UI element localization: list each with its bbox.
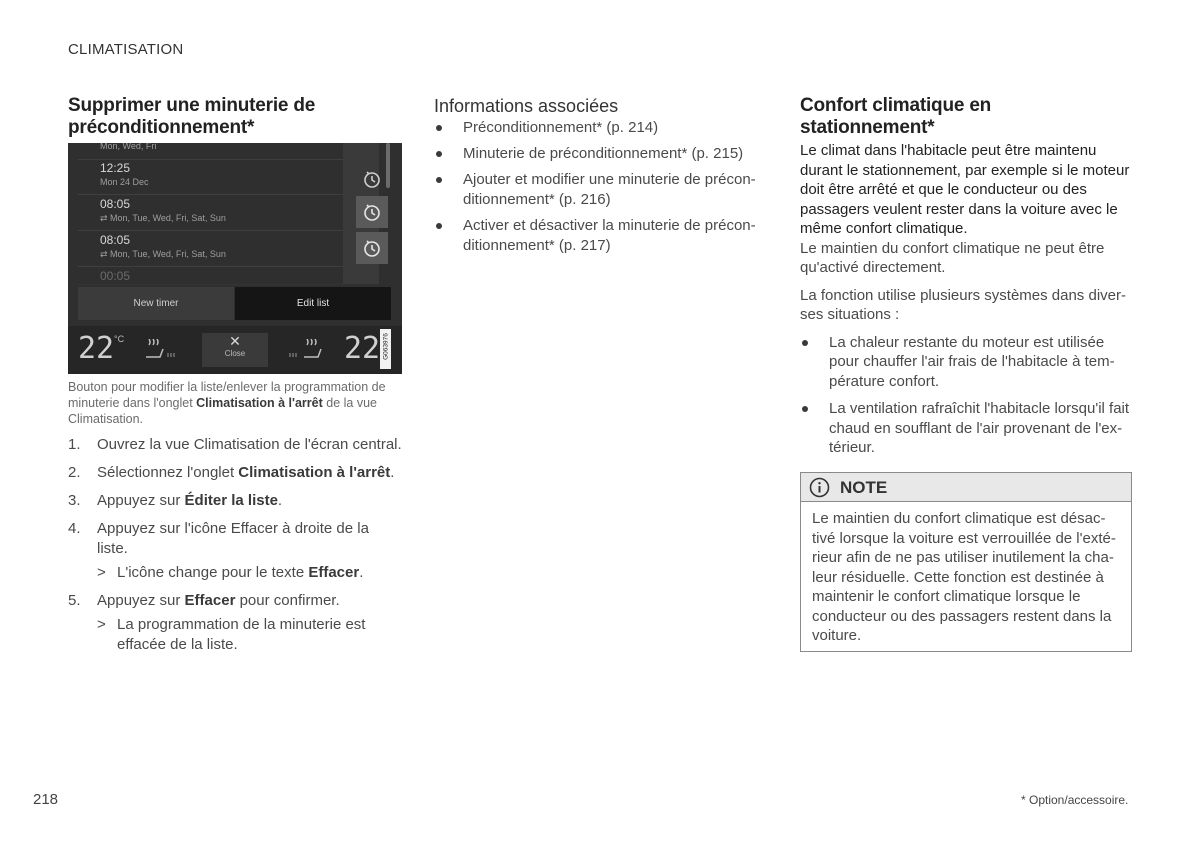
timer-days: Mon, Tue, Wed, Fri, Sat, Sun bbox=[110, 213, 226, 223]
result-text: La programmation de la minuterie est effacée de la liste. bbox=[117, 616, 366, 653]
caption-text: Bouton pour modifier la liste/enlever la programmation de minuterie dans l'onglet bbox=[68, 380, 386, 410]
step-text: . bbox=[390, 464, 395, 481]
bullet-dot bbox=[802, 406, 808, 412]
section-header: CLIMATISATION bbox=[68, 41, 184, 58]
step-number: 4. bbox=[68, 520, 81, 537]
step-item bbox=[68, 491, 403, 511]
step-text: . bbox=[277, 492, 283, 509]
climate-screen-image bbox=[68, 143, 402, 374]
timer-days: Mon, Wed, Fri bbox=[100, 143, 157, 151]
step-text: Sélectionnez l'onglet bbox=[97, 464, 239, 481]
step-number: 1. bbox=[68, 436, 81, 453]
page-number: 218 bbox=[33, 791, 59, 808]
step-text: Appuyez sur l'icône Effacer à droite de la liste. bbox=[97, 520, 369, 557]
caption-bold: Climatisation à l'arrêt bbox=[196, 396, 323, 410]
info-icon bbox=[809, 477, 830, 503]
timer-days: Mon 24 Dec bbox=[100, 177, 149, 187]
step-result bbox=[97, 615, 403, 655]
footnote: * Option/accessoire. bbox=[1021, 793, 1129, 807]
timer-time: 08:05 bbox=[100, 233, 131, 247]
list-item-text: La chaleur restante du moteur est utilisée pour chauffer l'air frais de l'habitacle à température confort. bbox=[829, 333, 1115, 390]
image-code: G063976 bbox=[382, 333, 390, 360]
list-item bbox=[800, 333, 1135, 392]
note-text: Le maintien du confort climatique est désactivé lorsque la voiture est verrouillée de l'extérieur afin de ne pas utiliser inutilement la chaleur résiduelle. Cette fonction est destinée à maintenir le confort climatique lorsque le conducteur ou des passagers restent dans la voiture. bbox=[812, 510, 1116, 644]
figure-caption bbox=[68, 379, 398, 427]
result-marker: > bbox=[97, 564, 106, 581]
right-title-line1: Confort climatique en bbox=[800, 95, 992, 116]
step-number: 3. bbox=[68, 492, 81, 509]
step-text: Ouvrez la vue Climatisation de l'écran central. bbox=[97, 436, 402, 453]
paragraph: La fonction utilise plusieurs systèmes dans diverses situations : bbox=[800, 286, 1126, 323]
related-link-text[interactable]: Préconditionnement* (p. 214) bbox=[463, 119, 659, 136]
step-number: 5. bbox=[68, 592, 81, 609]
bullet-dot bbox=[436, 125, 442, 131]
timer-row bbox=[78, 143, 343, 160]
timer-icon[interactable] bbox=[356, 163, 388, 195]
related-link-text[interactable]: Minuterie de préconditionnement* (p. 215) bbox=[463, 145, 744, 162]
close-label: Close bbox=[224, 349, 246, 358]
seat-heat-right-icon[interactable] bbox=[288, 339, 328, 366]
timer-row bbox=[78, 232, 343, 267]
timer-row bbox=[78, 160, 343, 195]
left-section-title bbox=[68, 95, 388, 139]
result-text: L'icône change pour le texte bbox=[117, 564, 309, 581]
temp-right[interactable]: 22 bbox=[344, 331, 381, 366]
timer-row bbox=[78, 268, 343, 285]
step-text: Appuyez sur bbox=[97, 492, 185, 509]
step-item bbox=[68, 435, 403, 455]
list-item-text: La ventilation rafraîchit l'habitacle lorsqu'il fait chaud en soufflant de l'air provenant de l'extérieur. bbox=[829, 400, 1130, 456]
timer-days: Mon, Tue, Wed, Fri, Sat, Sun bbox=[110, 249, 226, 259]
step-result bbox=[97, 563, 403, 583]
repeat-icon: ⇄ bbox=[100, 213, 111, 223]
repeat-icon: ⇄ bbox=[100, 249, 111, 259]
timer-time: 00:05 bbox=[100, 269, 131, 283]
related-link[interactable] bbox=[434, 118, 769, 138]
related-info-list bbox=[434, 118, 769, 262]
timer-icon[interactable] bbox=[356, 232, 388, 264]
related-link-text[interactable]: Ajouter et modifier une minuterie de préconditionnement* (p. 216) bbox=[463, 171, 756, 208]
step-bold: Éditer la liste bbox=[184, 492, 278, 509]
right-section-title bbox=[800, 95, 1130, 139]
step-item bbox=[68, 591, 403, 655]
list-item bbox=[800, 399, 1135, 458]
seat-heat-left-icon[interactable] bbox=[144, 339, 182, 366]
tab-new-timer[interactable]: New timer bbox=[78, 287, 234, 320]
related-info-title: Informations associées bbox=[434, 96, 619, 116]
right-title-line2: stationnement* bbox=[800, 117, 935, 138]
screen-tabs bbox=[78, 287, 391, 320]
bullet-dot bbox=[436, 151, 442, 157]
step-text: Appuyez sur bbox=[97, 592, 185, 609]
step-bold: Climatisation à l'arrêt bbox=[238, 464, 391, 481]
note-label: NOTE bbox=[840, 478, 888, 497]
step-number: 2. bbox=[68, 464, 81, 481]
related-link[interactable] bbox=[434, 170, 769, 210]
related-link[interactable] bbox=[434, 144, 769, 164]
note-header bbox=[801, 473, 1131, 502]
note-box bbox=[800, 472, 1132, 652]
related-link[interactable] bbox=[434, 216, 769, 256]
systems-list bbox=[800, 333, 1135, 458]
climate-bottom-bar bbox=[68, 326, 402, 374]
bullet-dot bbox=[436, 177, 442, 183]
step-item bbox=[68, 519, 403, 583]
result-bold: Effacer bbox=[308, 564, 360, 581]
left-title-line1: Supprimer une minuterie de bbox=[68, 95, 316, 116]
step-list bbox=[68, 435, 403, 663]
bullet-dot bbox=[436, 223, 442, 229]
left-title-line2: préconditionnement* bbox=[68, 117, 255, 138]
close-button[interactable] bbox=[202, 333, 268, 367]
result-text: . bbox=[359, 564, 364, 581]
step-item bbox=[68, 463, 403, 483]
temp-left[interactable]: 22 bbox=[78, 331, 115, 366]
bullet-dot bbox=[802, 340, 808, 346]
caption-text: de la vue Climatisation. bbox=[68, 396, 377, 426]
temp-unit: °C bbox=[114, 334, 125, 344]
timer-row bbox=[78, 196, 343, 231]
intro-text: Le climat dans l'habitacle peut être maintenu durant le stationnement, par exemple si le moteur doit être arrêté et que le conducteur ou des passagers veulent rester dans la voiture avec le même confort climatique. bbox=[800, 142, 1130, 237]
timer-time: 08:05 bbox=[100, 197, 131, 211]
step-text: pour confirmer. bbox=[235, 592, 340, 609]
close-icon: ✕ bbox=[229, 333, 241, 349]
paragraph: Le maintien du confort climatique ne peut être qu'activé directement. bbox=[800, 239, 1105, 276]
timer-icon[interactable] bbox=[356, 196, 388, 228]
image-code-box bbox=[380, 329, 391, 369]
tab-edit-list[interactable]: Edit list bbox=[235, 287, 391, 320]
related-link-text[interactable]: Activer et désactiver la minuterie de préconditionnement* (p. 217) bbox=[463, 217, 756, 254]
right-body bbox=[800, 141, 1135, 464]
result-marker: > bbox=[97, 616, 106, 633]
timer-time: 12:25 bbox=[100, 161, 131, 175]
step-bold: Effacer bbox=[184, 592, 236, 609]
